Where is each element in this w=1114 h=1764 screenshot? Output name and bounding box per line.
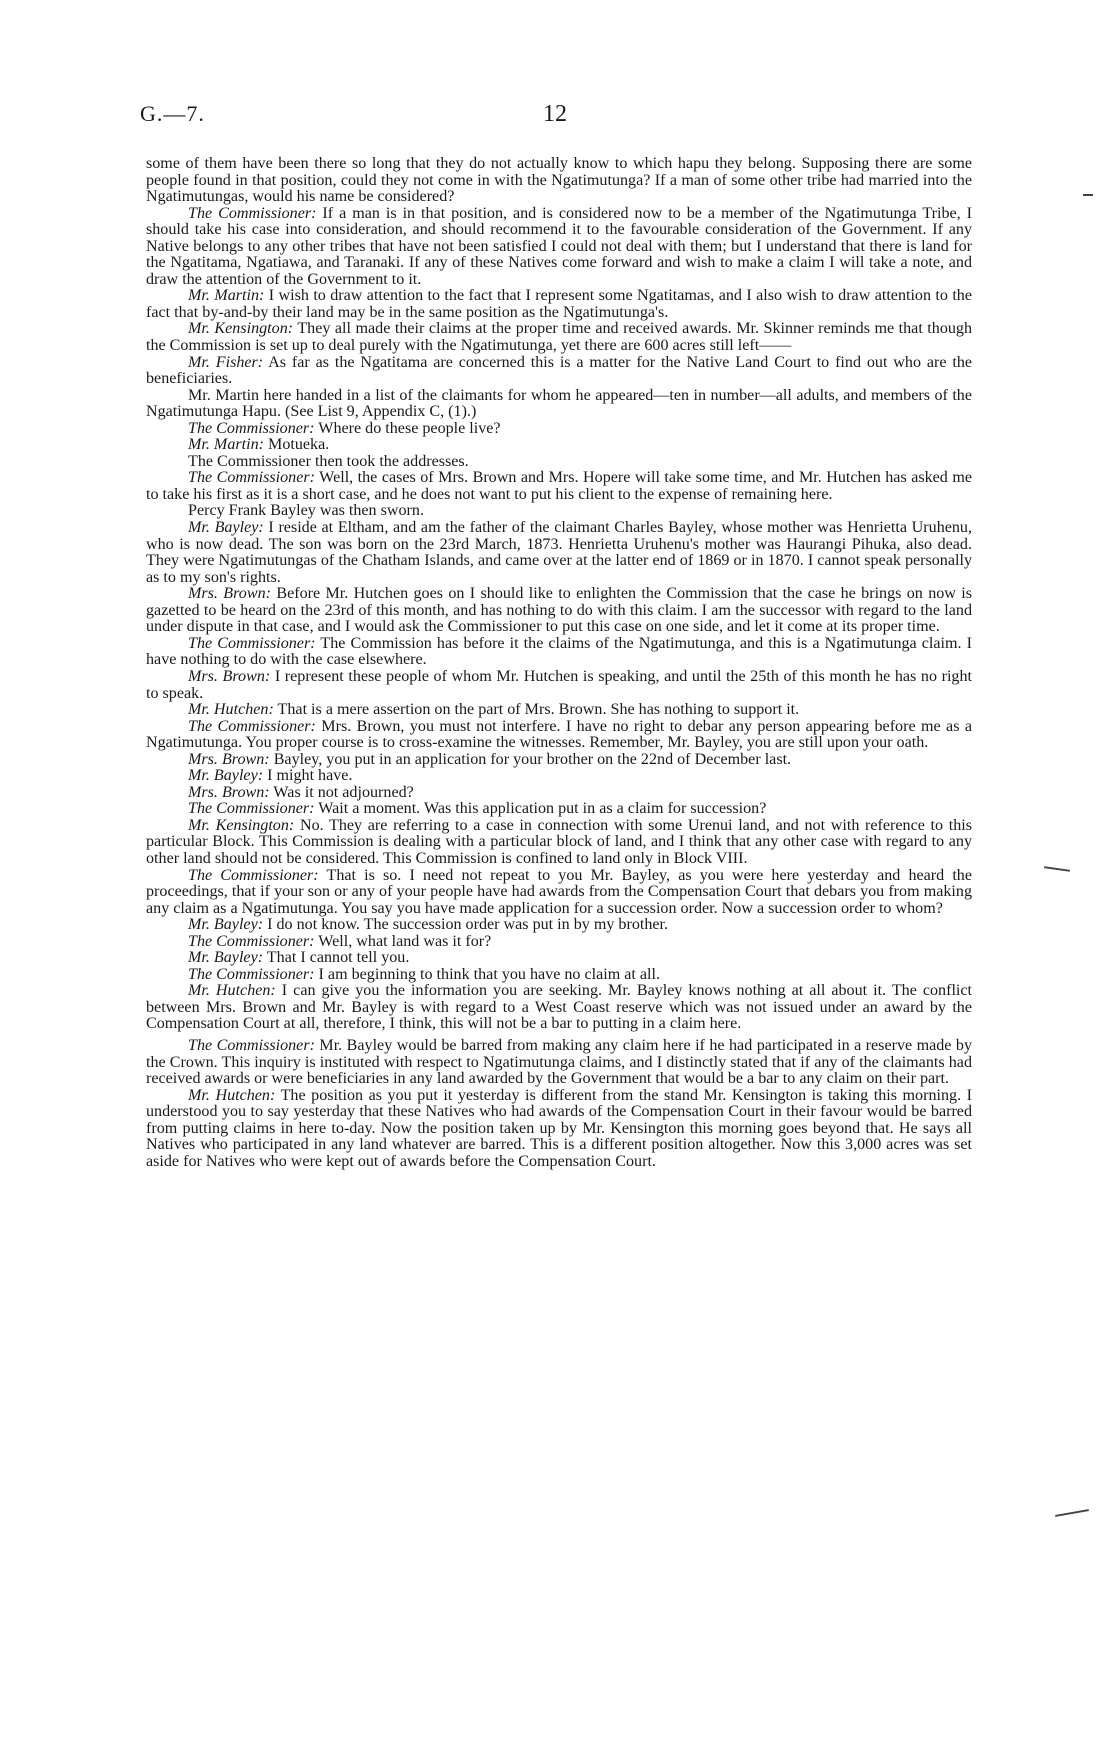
paragraph-text: The position as you put it yesterday is different from the stand Mr. Kensington is taking this morning. I understood you to say yesterday that these Natives who had awards of the Compensation Court in their favour would be barred from putting claims in here to-day. Now the position taken up by Mr. Kensington this morning goes beyond that. He says all Natives who participated in any land whatever are barred. This is a different position altogether. Now this 3,000 acres was set aside for Natives who were kept out of awards before the Compensation Court.: [146, 1086, 972, 1170]
transcript-paragraph: [146, 801, 972, 818]
paragraph-text: Wait a moment. Was this application put in as a claim for succession?: [314, 800, 767, 818]
speaker-name: Mr. Hutchen:: [188, 1086, 276, 1104]
speaker-name: Mr. Kensington:: [188, 816, 295, 834]
speaker-name: Mr. Hutchen:: [188, 701, 274, 719]
paragraph-text: Where do these people live?: [314, 419, 501, 437]
speaker-name: The Commissioner:: [188, 965, 315, 983]
speaker-name: Mr. Hutchen:: [188, 982, 276, 1000]
speaker-name: The Commissioner:: [188, 634, 316, 652]
paragraph-text: That I cannot tell you.: [263, 949, 410, 967]
transcript-paragraph: [146, 768, 972, 785]
speaker-name: Mrs. Brown:: [188, 783, 270, 801]
transcript-paragraph: [146, 470, 972, 503]
paragraph-text: As far as the Ngatitama are concerned this is a matter for the Native Land Court to find out who are the beneficiaries.: [146, 353, 973, 388]
paragraph-text: I represent these people of whom Mr. Hutchen is speaking, and until the 25th of this month he has no right to speak.: [146, 667, 972, 702]
paragraph-text: Percy Frank Bayley was then sworn.: [188, 502, 424, 520]
paragraph-text: some of them have been there so long that they do not actually know to which hapu they belong. Supposing there are some people found in that position, could they not come in with the Ngatimutunga? If a man of some other tribe had married into the Ngatimutungas, would his name be considered?: [146, 155, 972, 206]
margin-mark: [1055, 1509, 1089, 1517]
transcript-paragraph: [146, 983, 972, 1033]
transcript-paragraph: [146, 1088, 972, 1171]
speaker-name: The Commissioner:: [188, 866, 319, 884]
transcript-paragraph: [146, 520, 972, 586]
speaker-name: Mrs. Brown:: [188, 667, 271, 685]
paragraph-text: I do not know. The succession order was put in by my brother.: [263, 916, 669, 934]
speaker-name: Mr. Fisher:: [188, 353, 264, 371]
paragraph-text: Motueka.: [264, 436, 330, 454]
transcript-paragraph: [146, 967, 972, 984]
paragraph-text: I can give you the information you are seeking. Mr. Bayley knows nothing at all about it. The conflict between Mrs. Brown and Mr. Bayley is with regard to a West Coast reserve which was not issued under an award by the Compensation Court at all, therefore, I think, this will not be a bar to putting in a claim here.: [146, 982, 972, 1033]
paragraph-text: If a man is in that position, and is considered now to be a member of the Ngatimutunga Tribe, I should take his case into consideration, and should recommend it to the favourable consideration of the Government. If any Native belongs to any other tribes that have not been satisfied I could not deal with them; but I understand that there is land for the Ngatitama, Ngatiawa, and Taranaki. If any of these Natives come forward and wish to make a claim I will take a note, and draw the attention of the Government to it.: [146, 204, 973, 288]
speaker-name: Mrs. Brown:: [188, 750, 270, 768]
transcript-paragraph: [146, 503, 972, 520]
speaker-name: Mr. Kensington:: [188, 320, 294, 338]
transcript-paragraph: [146, 818, 972, 868]
transcript-paragraph: [146, 156, 972, 206]
paragraph-text: I reside at Eltham, and am the father of the claimant Charles Bayley, whose mother was Henrietta Uruhenu, who is now dead. The son was born on the 23rd March, 1873. Henrietta Uruhenu's mother was Haurangi Pihuka, also dead. They were Ngatimutungas of the Chatham Islands, and came over at the latter end of 1869 or in 1870. I cannot speak personally as to my son's rights.: [146, 519, 973, 586]
speaker-name: The Commissioner:: [188, 204, 317, 222]
speaker-name: Mr. Bayley:: [188, 949, 264, 967]
speaker-name: Mrs. Brown:: [188, 585, 271, 603]
transcript-paragraph: [146, 586, 972, 636]
transcript-paragraph: [146, 934, 972, 951]
transcript-paragraph: [146, 288, 972, 321]
margin-mark: [1044, 866, 1070, 872]
paragraph-text: They all made their claims at the proper time and received awards. Mr. Skinner reminds me that though the Commission is set up to deal purely with the Ngatimutunga, yet there are 600 acres still left——: [146, 320, 973, 355]
transcript-paragraph: [146, 752, 972, 769]
paragraph-text: Well, what land was it for?: [314, 932, 492, 950]
paragraph-text: Was it not adjourned?: [269, 783, 414, 801]
paragraph-text: That is so. I need not repeat to you Mr. Bayley, as you were here yesterday and heard the proceedings, that if your son or any of your people have had awards from the Compensation Court that debars you from making any claim as a Ngatimutunga. You say you have made application for a succession order. Now a succession order to whom?: [146, 866, 972, 917]
speaker-name: Mr. Bayley:: [188, 519, 264, 537]
paragraph-text: I wish to draw attention to the fact that I represent some Ngatitamas, and I also wish to draw attention to the fact that by-and-by their land may be in the same position as the Ngatimutunga's.: [146, 287, 972, 321]
paragraph-text: The Commissioner then took the addresses.: [188, 452, 469, 470]
paragraph-text: Mr. Bayley would be barred from making any claim here if he had participated in a reserve made by the Crown. This inquiry is instituted with respect to Ngatimutunga claims, and I distinctly stated that if any of the claimants had received awards or were beneficiaries in any land awarded by the Government that would be a bar to any claim on their part.: [146, 1036, 972, 1088]
transcript-paragraph: [146, 421, 972, 438]
speaker-name: Mr. Bayley:: [188, 767, 264, 785]
transcript-paragraph: [146, 437, 972, 454]
transcript-paragraph: [146, 321, 972, 354]
margin-mark: [1083, 194, 1093, 196]
speaker-name: The Commissioner:: [188, 717, 316, 735]
paragraph-text: No. They are referring to a case in connection with some Urenui land, and not with reference to this particular Block. This Commission is dealing with a particular block of land, and I think that any other case with regard to any other land should not be considered. This Commission is confined to land only in Block VIII.: [146, 816, 973, 867]
speaker-name: The Commissioner:: [188, 932, 315, 950]
page-reference: G.—7.: [140, 101, 205, 126]
paragraph-text: That is a mere assertion on the part of Mrs. Brown. She has nothing to support it.: [273, 701, 800, 719]
transcript-paragraph: [146, 950, 972, 967]
paragraph-text: Mrs. Brown, you must not interfere. I have no right to debar any person appearing before me as a Ngatimutunga. You proper course is to cross-examine the witnesses. Remember, Mr. Bayley, you are still upon your oath.: [146, 717, 972, 752]
paragraph-text: Bayley, you put in an application for your brother on the 22nd of December last.: [269, 750, 792, 768]
transcript-paragraph: [146, 785, 972, 802]
transcript-paragraph: [146, 719, 972, 752]
page-number: 12: [543, 101, 567, 127]
speaker-name: Mr. Martin:: [188, 436, 264, 454]
paragraph-text: I might have.: [263, 767, 353, 785]
speaker-name: The Commissioner:: [188, 800, 315, 818]
paragraph-text: Well, the cases of Mrs. Brown and Mrs. Hopere will take some time, and Mr. Hutchen has asked me to take his first as it is a short case, and he does not want to put his client to the expense of remaining here.: [146, 469, 972, 503]
transcript-paragraph: [146, 388, 972, 421]
transcript-paragraph: [146, 355, 972, 388]
paragraph-text: Before Mr. Hutchen goes on I should like to enlighten the Commission that the case he brings on now is gazetted to be heard on the 23rd of this month, and has nothing to do with this claim. I am the successor with regard to the land under dispute in that case, and I would ask the Commissioner to put this case on one side, and let it come at its proper time.: [146, 585, 972, 636]
transcript-paragraph: [146, 669, 972, 702]
paragraph-text: Mr. Martin here handed in a list of the claimants for whom he appeared—ten in number—all adults, and members of the Ngatimutunga Hapu. (See List 9, Appendix C, (1).): [146, 386, 972, 421]
transcript-paragraph: [146, 1038, 972, 1088]
speaker-name: The Commissioner:: [188, 469, 315, 487]
transcript-paragraph: [146, 917, 972, 934]
transcript-paragraph: [146, 636, 972, 669]
transcript-paragraph: [146, 868, 972, 918]
transcript-paragraph: [146, 206, 972, 289]
transcript-paragraph: [146, 702, 972, 719]
transcript-body: [146, 156, 972, 1170]
speaker-name: Mr. Bayley:: [188, 916, 264, 934]
transcript-paragraph: [146, 454, 972, 471]
paragraph-text: I am beginning to think that you have no claim at all.: [314, 965, 661, 983]
speaker-name: The Commissioner:: [188, 1036, 315, 1054]
speaker-name: Mr. Martin:: [188, 287, 265, 305]
paragraph-text: The Commission has before it the claims of the Ngatimutunga, and this is a Ngatimutunga claim. I have nothing to do with the case elsewhere.: [146, 634, 972, 669]
speaker-name: The Commissioner:: [188, 419, 315, 437]
